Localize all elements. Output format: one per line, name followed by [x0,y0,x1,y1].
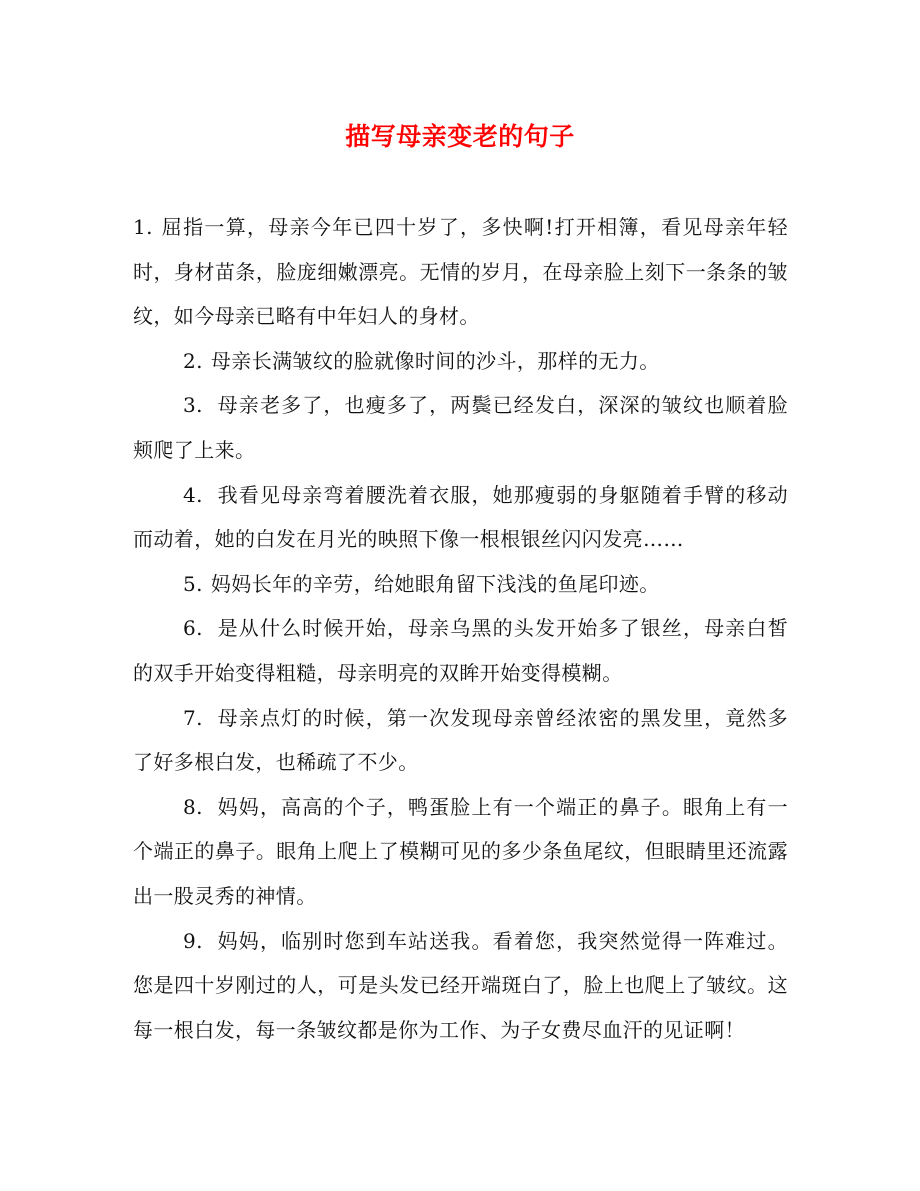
document-title: 描写母亲变老的句子 [345,122,575,151]
paragraph-text: 屈指一算，母亲今年已四十岁了，多快啊!打开相簿，看见母亲年轻时，身材苗条，脸庞细嫩漂亮。无情的岁月，在母亲脸上刻下一条条的皱纹，如今母亲已略有中年妇人的身材。 [133,215,788,329]
paragraph-2 [133,339,788,384]
document-body [133,205,788,1052]
paragraph-1 [133,205,788,339]
paragraph-8 [133,785,788,919]
paragraph-number: 2. [183,348,203,373]
paragraph-6 [133,606,788,695]
paragraph-number: 7. [183,705,203,730]
paragraph-5 [133,562,788,607]
paragraph-number: 4. [183,482,203,507]
paragraph-4 [133,473,788,562]
paragraph-3 [133,383,788,472]
paragraph-number: 9. [183,928,203,953]
paragraph-text: 母亲点灯的时候，第一次发现母亲曾经浓密的黑发里，竟然多了好多根白发，也稀疏了不少。 [133,705,788,775]
paragraph-number: 6. [183,616,203,641]
paragraph-text: 妈妈长年的辛劳，给她眼角留下浅浅的鱼尾印迹。 [210,571,660,596]
paragraph-text: 妈妈，临别时您到车站送我。看着您，我突然觉得一阵难过。您是四十岁刚过的人，可是头发已经开端斑白了，脸上也爬上了皱纹。这每一根白发，每一条皱纹都是你为工作、为子女费尽血汗的见证啊！ [133,928,788,1042]
paragraph-text: 我看见母亲弯着腰洗着衣服，她那瘦弱的身躯随着手臂的移动而动着，她的白发在月光的映照下像一根根银丝闪闪发亮…… [133,482,788,552]
paragraph-text: 母亲长满皱纹的脸就像时间的沙斗，那样的无力。 [210,348,660,373]
paragraph-number: 3. [183,393,203,418]
paragraph-7 [133,696,788,785]
paragraph-text: 母亲老多了，也瘦多了，两鬓已经发白，深深的皱纹也顺着脸颊爬了上来。 [133,393,788,462]
paragraph-number: 5. [183,571,203,596]
paragraph-9 [133,919,788,1053]
paragraph-number: 1. [133,215,153,239]
paragraph-text: 是从什么时候开始，母亲乌黑的头发开始多了银丝，母亲白皙的双手开始变得粗糙，母亲明亮的双眸开始变得模糊。 [133,616,788,685]
paragraph-number: 8. [183,794,203,819]
paragraph-text: 妈妈，高高的个子，鸭蛋脸上有一个端正的鼻子。眼角上有一个端正的鼻子。眼角上爬上了模糊可见的多少条鱼尾纹，但眼睛里还流露出一股灵秀的神情。 [133,794,788,908]
